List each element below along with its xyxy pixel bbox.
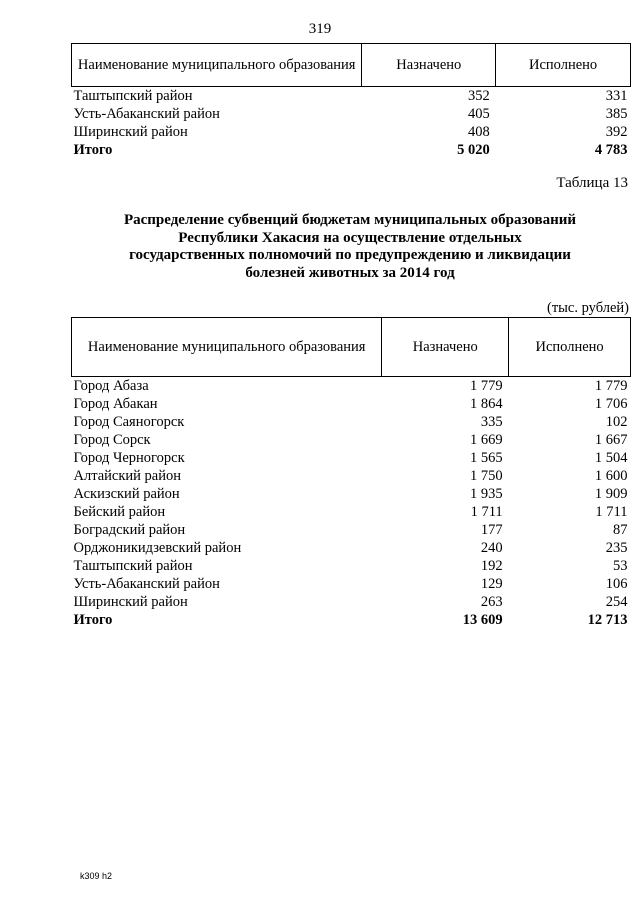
cell-assigned: 1 779 <box>470 378 503 394</box>
table-2 <box>71 317 631 629</box>
cell-executed: 1 504 <box>594 450 628 466</box>
header-assigned: Назначено <box>382 318 509 377</box>
cell-assigned: 1 669 <box>470 432 503 448</box>
cell-assigned: 192 <box>480 558 503 574</box>
cell-executed: 235 <box>605 540 628 556</box>
table-title <box>60 212 640 282</box>
header-name: Наименование муниципального образования <box>72 44 362 87</box>
header-name: Наименование муниципального образования <box>72 318 382 377</box>
title-line: Распределение субвенций бюджетам муниципальных образований <box>123 212 577 228</box>
cell-executed: 4 783 <box>594 142 628 158</box>
cell-executed: 1 706 <box>594 396 628 412</box>
cell-executed: 1 909 <box>594 486 628 502</box>
cell-assigned: 177 <box>480 522 503 538</box>
cell-name: Город Абакан <box>73 396 158 412</box>
table-row <box>72 485 631 503</box>
header-assigned: Назначено <box>362 44 496 87</box>
cell-executed: 1 711 <box>595 504 628 520</box>
title-line: болезней животных за 2014 год <box>245 264 455 281</box>
table-1 <box>71 43 631 159</box>
cell-assigned: 1 864 <box>470 396 503 412</box>
cell-executed: 1 600 <box>594 468 628 484</box>
table-row <box>72 87 631 106</box>
cell-assigned: 1 750 <box>470 468 503 484</box>
cell-assigned: 129 <box>480 576 503 592</box>
table-row <box>72 395 631 413</box>
cell-executed: 392 <box>605 124 628 140</box>
cell-assigned: 408 <box>467 124 490 140</box>
title-line: государственных полномочий по предупреждению и ликвидации <box>129 247 571 263</box>
table-row <box>72 539 631 557</box>
cell-assigned: 1 935 <box>470 486 503 502</box>
cell-executed: 106 <box>605 576 628 592</box>
cell-executed: 12 713 <box>587 612 628 628</box>
footer-code: k309 h2 <box>80 871 113 881</box>
cell-name: Орджоникидзевский район <box>73 540 242 556</box>
title-line: Республики Хакасия на осуществление отдельных <box>178 229 522 246</box>
table-total-row <box>72 141 631 159</box>
unit-label: (тыс. рублей) <box>547 300 629 316</box>
table-1-body <box>72 87 631 160</box>
cell-assigned: 352 <box>467 88 490 104</box>
cell-assigned: 405 <box>467 106 490 122</box>
table-row <box>72 467 631 485</box>
cell-assigned: 13 609 <box>462 612 503 628</box>
cell-name: Таштыпский район <box>73 88 193 104</box>
cell-executed: 87 <box>613 522 628 538</box>
cell-executed: 53 <box>613 558 628 574</box>
cell-name: Город Черногорск <box>73 450 185 466</box>
cell-name: Боградский район <box>73 522 186 538</box>
table-row <box>72 123 631 141</box>
table-row <box>72 105 631 123</box>
table-row <box>72 575 631 593</box>
table-row <box>72 503 631 521</box>
cell-name: Город Сорск <box>73 432 151 448</box>
cell-name: Таштыпский район <box>73 558 193 574</box>
cell-name: Бейский район <box>73 504 166 520</box>
cell-name: Итого <box>73 612 113 628</box>
cell-assigned: 335 <box>480 414 503 430</box>
table-2-body <box>72 377 631 630</box>
cell-executed: 385 <box>605 106 628 122</box>
page-number: 319 <box>308 21 332 37</box>
header-executed: Исполнено <box>509 318 631 377</box>
table-row <box>72 593 631 611</box>
cell-executed: 254 <box>605 594 628 610</box>
table-row <box>72 449 631 467</box>
cell-assigned: 1 565 <box>470 450 503 466</box>
cell-name: Город Саяногорск <box>73 414 185 430</box>
table-row <box>72 431 631 449</box>
cell-name: Город Абаза <box>73 378 149 394</box>
table-total-row <box>72 611 631 629</box>
cell-executed: 1 667 <box>594 432 628 448</box>
cell-name: Усть-Абаканский район <box>73 576 220 592</box>
cell-name: Аскизский район <box>73 486 180 502</box>
table-label: Таблица 13 <box>556 175 628 191</box>
cell-name: Ширинский район <box>73 124 188 140</box>
cell-assigned: 5 020 <box>457 142 490 158</box>
cell-name: Усть-Абаканский район <box>73 106 220 122</box>
cell-name: Итого <box>73 142 113 158</box>
cell-assigned: 263 <box>480 594 503 610</box>
cell-name: Ширинский район <box>73 594 188 610</box>
cell-assigned: 1 711 <box>470 504 503 520</box>
cell-executed: 1 779 <box>594 378 628 394</box>
table-row <box>72 377 631 396</box>
header-executed: Исполнено <box>496 44 631 87</box>
table-row <box>72 521 631 539</box>
cell-assigned: 240 <box>480 540 503 556</box>
cell-executed: 331 <box>605 88 628 104</box>
cell-executed: 102 <box>605 414 628 430</box>
table-row <box>72 413 631 431</box>
table-row <box>72 557 631 575</box>
cell-name: Алтайский район <box>73 468 181 484</box>
